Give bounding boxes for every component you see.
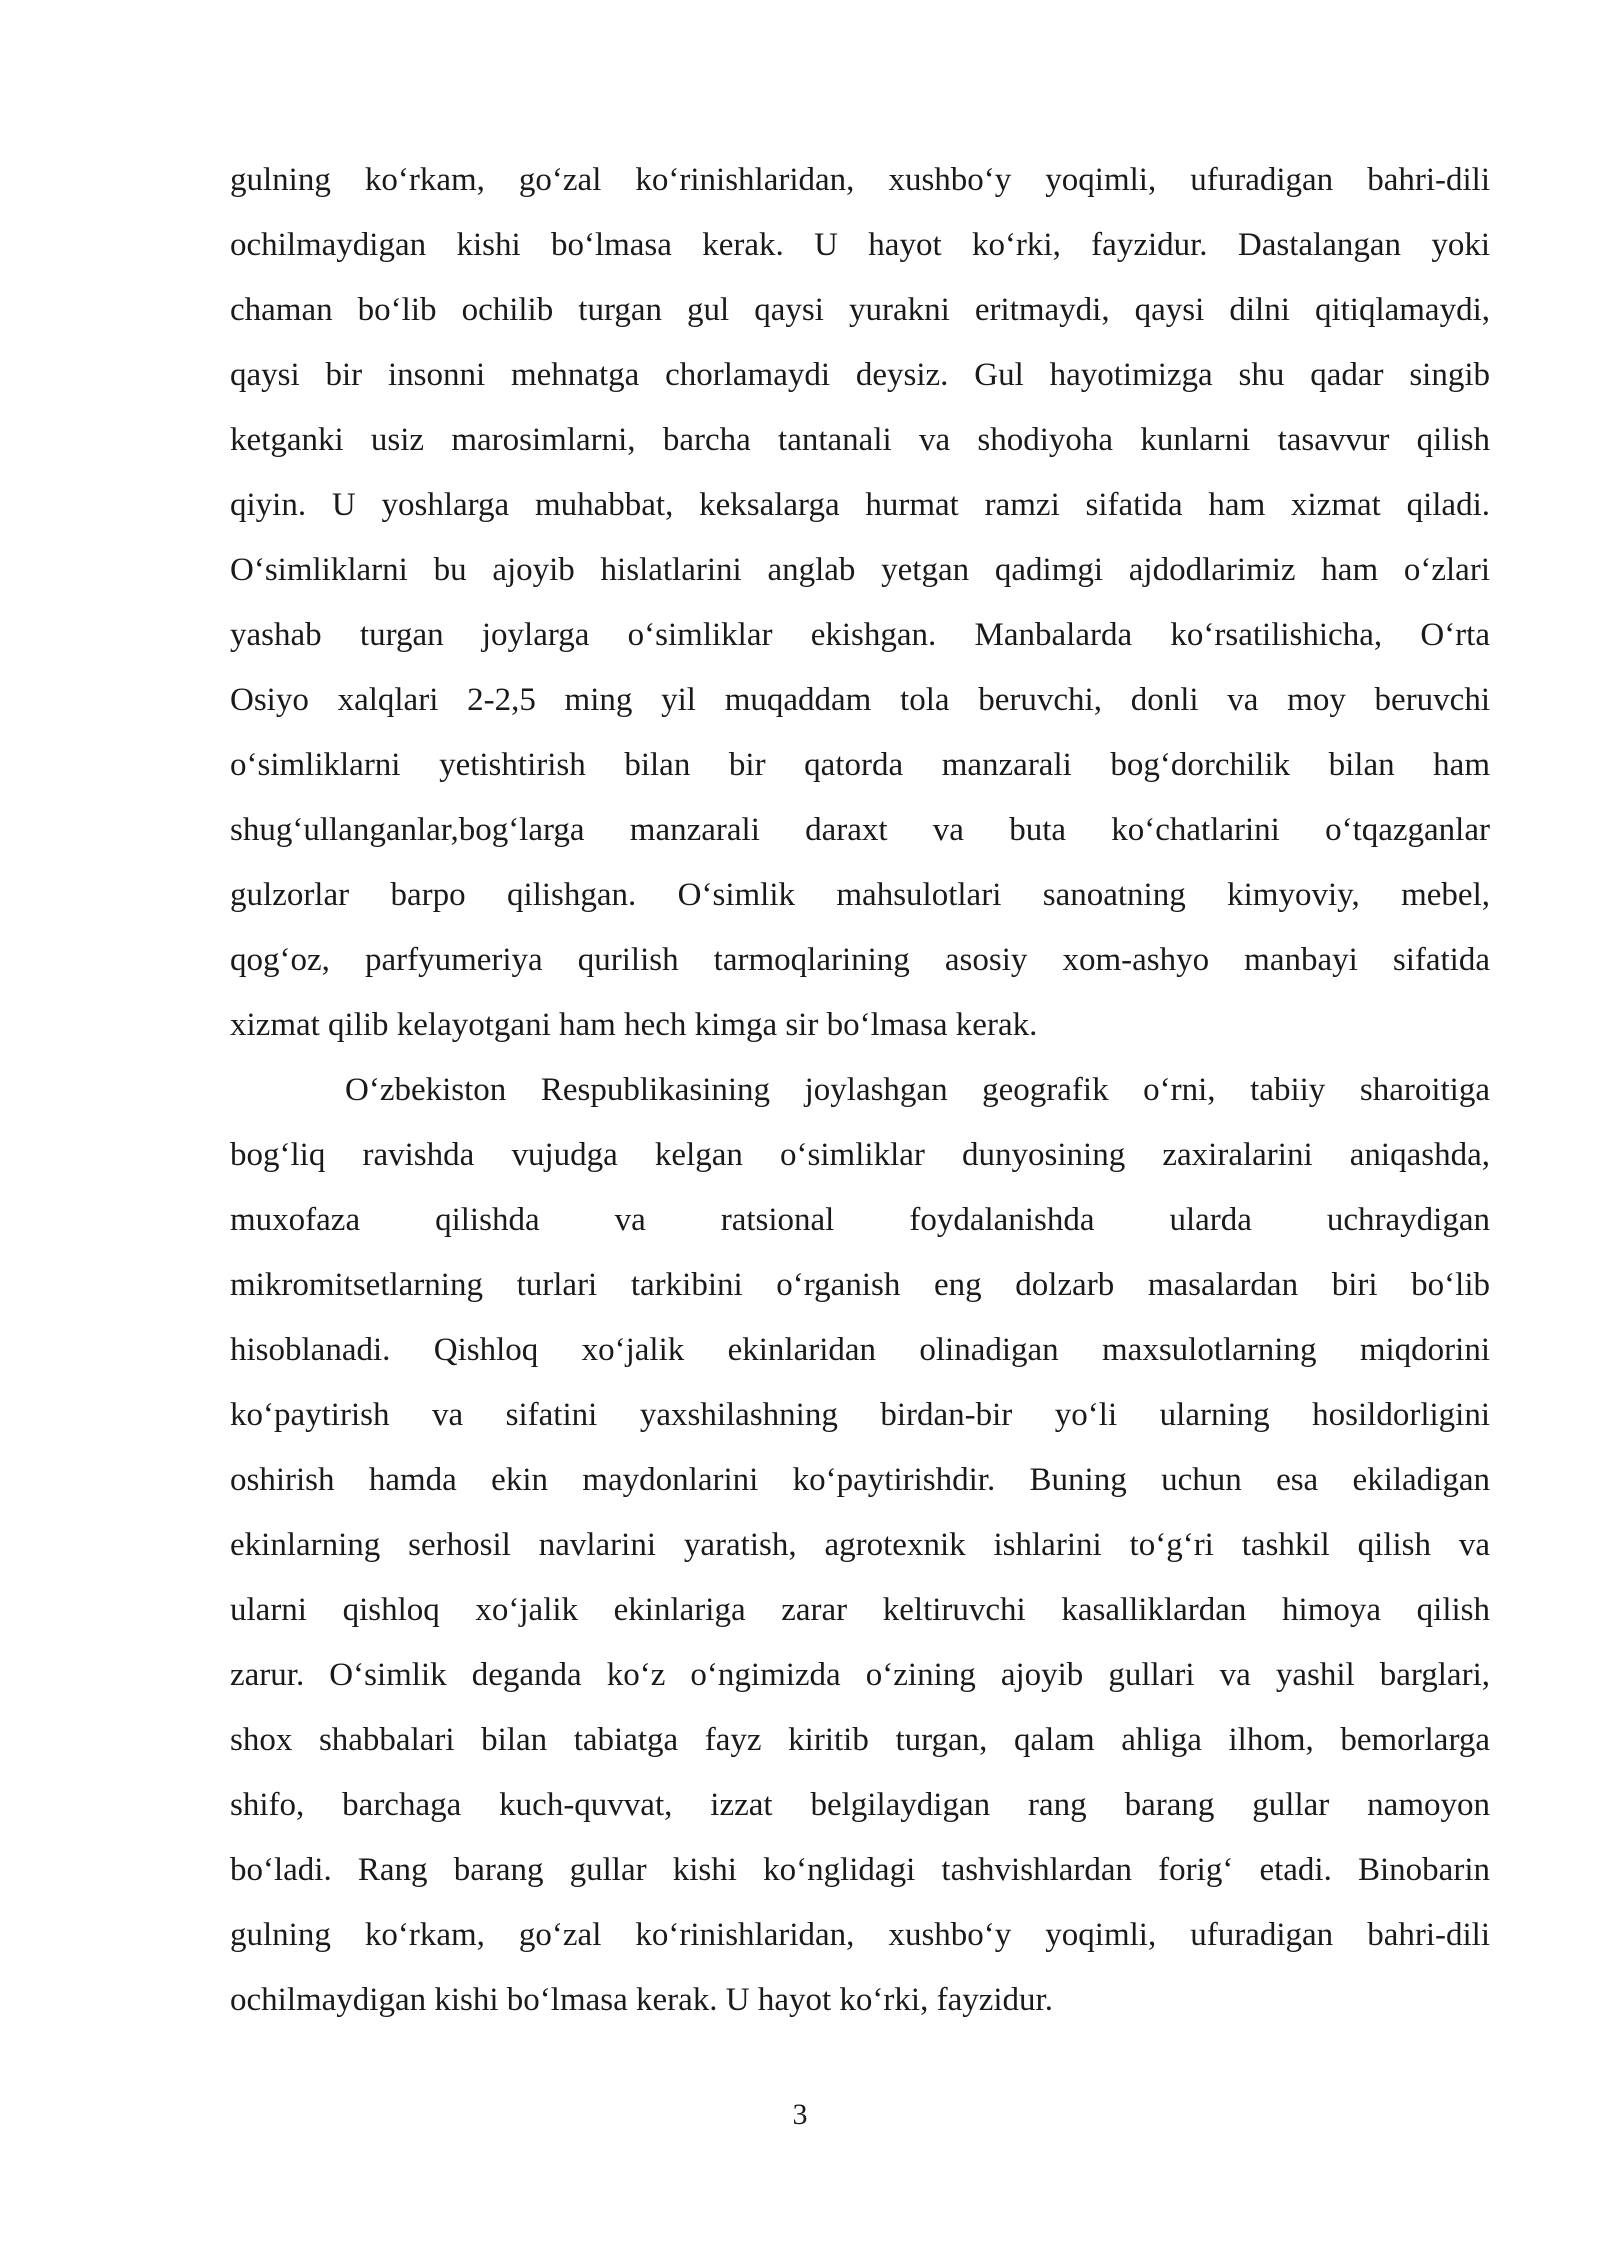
text-line: shifo, barchaga kuch-quvvat, izzat belgilaydigan rang barang gullar namoyon (230, 1787, 1490, 1823)
text-line: gulzorlar barpo qilishgan. O‘simlik mahsulotlari sanoatning kimyoviy, mebel, (230, 877, 1490, 913)
page-number: 3 (792, 2098, 808, 2131)
text-line: ochilmaydigan kishi bo‘lmasa kerak. U hayot ko‘rki, fayzidur. Dastalangan yoki (230, 227, 1490, 263)
text-line: ekinlarning serhosil navlarini yaratish, agrotexnik ishlarini to‘g‘ri tashkil qilish va (230, 1527, 1490, 1563)
text-line: xizmat qilib kelayotgani ham hech kimga sir bo‘lmasa kerak. (230, 1007, 1038, 1043)
body-text (230, 148, 1490, 2033)
text-line: ularni qishloq xo‘jalik ekinlariga zarar keltiruvchi kasalliklardan himoya qilish (230, 1592, 1490, 1628)
text-line: O‘simliklarni bu ajoyib hislatlarini anglab yetgan qadimgi ajdodlarimiz ham o‘zlari (230, 552, 1490, 588)
text-line: gulning ko‘rkam, go‘zal ko‘rinishlaridan, xushbo‘y yoqimli, ufuradigan bahri-dili (230, 162, 1490, 198)
text-line: qiyin. U yoshlarga muhabbat, keksalarga hurmat ramzi sifatida ham xizmat qiladi. (230, 487, 1490, 523)
text-line: yashab turgan joylarga o‘simliklar ekishgan. Manbalarda ko‘rsatilishicha, O‘rta (230, 617, 1490, 653)
text-line: mikromitsetlarning turlari tarkibini o‘rganish eng dolzarb masalardan biri bo‘lib (230, 1267, 1490, 1303)
text-line: bog‘liq ravishda vujudga kelgan o‘simliklar dunyosining zaxiralarini aniqashda, (230, 1137, 1490, 1173)
text-line: bo‘ladi. Rang barang gullar kishi ko‘nglidagi tashvishlardan forig‘ etadi. Binobarin (230, 1852, 1490, 1888)
text-line: oshirish hamda ekin maydonlarini ko‘paytirishdir. Buning uchun esa ekiladigan (230, 1462, 1490, 1498)
text-line: shox shabbalari bilan tabiatga fayz kiritib turgan, qalam ahliga ilhom, bemorlarga (230, 1722, 1490, 1758)
text-line: muxofaza qilishda va ratsional foydalanishda ularda uchraydigan (230, 1202, 1490, 1238)
text-line: shug‘ullanganlar,bog‘larga manzarali daraxt va buta ko‘chatlarini o‘tqazganlar (230, 812, 1490, 848)
text-line: ko‘paytirish va sifatini yaxshilashning birdan-bir yo‘li ularning hosildorligini (230, 1397, 1490, 1433)
text-line: qaysi bir insonni mehnatga chorlamaydi deysiz. Gul hayotimizga shu qadar singib (230, 357, 1490, 393)
text-line: o‘simliklarni yetishtirish bilan bir qatorda manzarali bog‘dorchilik bilan ham (230, 747, 1490, 783)
paragraph-first-line: O‘zbekiston Respublikasining joylashgan geografik o‘rni, tabiiy sharoitiga (345, 1072, 1490, 1108)
text-line: ketganki usiz marosimlarni, barcha tantanali va shodiyoha kunlarni tasavvur qilish (230, 422, 1490, 458)
text-line: Osiyo xalqlari 2-2,5 ming yil muqaddam tola beruvchi, donli va moy beruvchi (230, 682, 1490, 718)
text-line: ochilmaydigan kishi bo‘lmasa kerak. U hayot ko‘rki, fayzidur. (230, 1982, 1053, 2018)
text-line: qog‘oz, parfyumeriya qurilish tarmoqlarining asosiy xom-ashyo manbayi sifatida (230, 942, 1490, 978)
text-line: zarur. O‘simlik deganda ko‘z o‘ngimizda o‘zining ajoyib gullari va yashil barglari, (230, 1657, 1490, 1693)
text-line: hisoblanadi. Qishloq xo‘jalik ekinlaridan olinadigan maxsulotlarning miqdorini (230, 1332, 1490, 1368)
text-line: chaman bo‘lib ochilib turgan gul qaysi yurakni eritmaydi, qaysi dilni qitiqlamaydi, (230, 292, 1490, 328)
text-line: gulning ko‘rkam, go‘zal ko‘rinishlaridan, xushbo‘y yoqimli, ufuradigan bahri-dili (230, 1917, 1490, 1953)
